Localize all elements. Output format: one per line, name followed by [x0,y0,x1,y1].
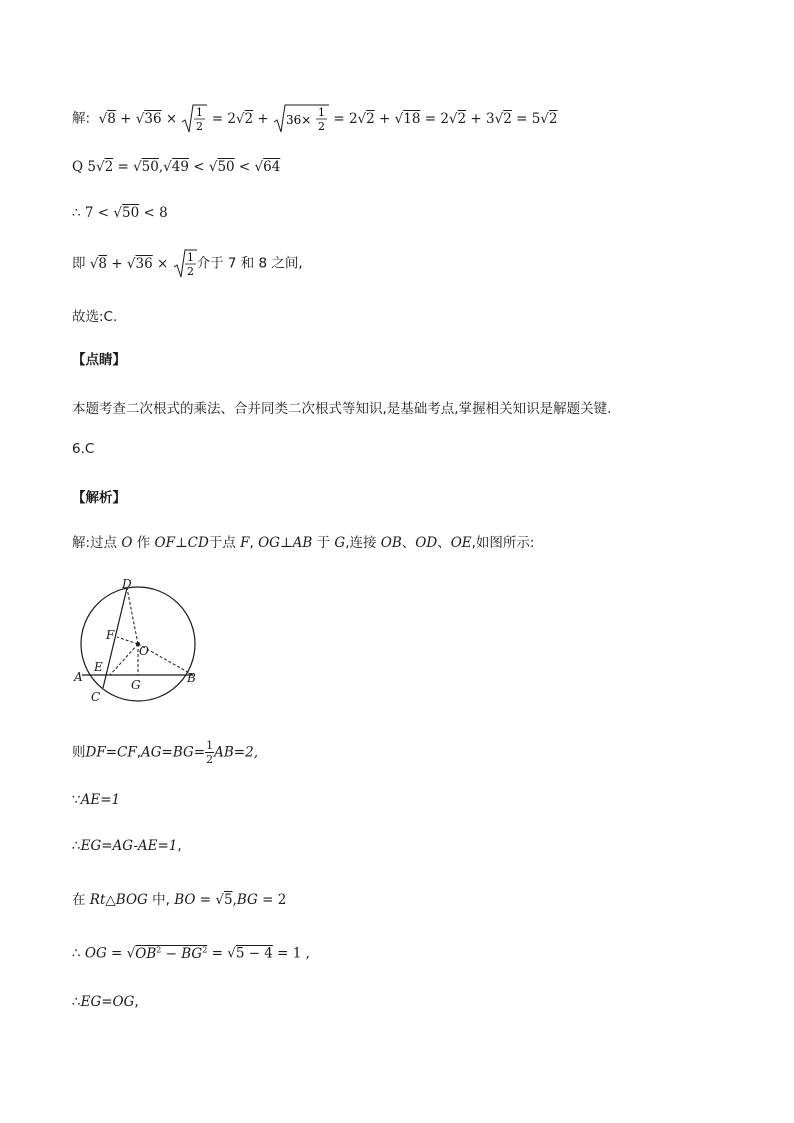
eq-ae: AE=1 [80,792,121,808]
text-part: 、 [401,535,416,551]
text-part: 中, [152,892,170,908]
text-part: ,如图所示: [471,535,535,551]
therefore-symbol: ∴ [72,838,81,854]
svg-text:1: 1 [196,106,204,119]
analysis-line-6 [72,945,310,962]
solution-line-3 [72,205,168,221]
analysis-line-7 [72,994,139,1010]
text-part: , [134,994,139,1010]
text-part: , [177,838,182,854]
math-expression-3: 7 < √50 < 8 [84,205,168,221]
math-expression-6: OG = $√OB^2 - BG^2 = √5 - 4 = 1$ , [84,945,310,962]
label-b: B [187,671,196,685]
segment-oe-line [110,644,138,675]
svg-text:2: 2 [318,120,326,133]
math-expression-1: √8 + √36 × 1 2 = 2√2 + 36× 1 2 = 2√2 + √18 = 2√2 + 3√2 = 5√2 [98,106,558,133]
sqrt-half-icon-2 [173,249,197,279]
because-symbol: Q [72,159,84,175]
eq-eg-og: EG=OG [80,994,135,1010]
analysis-line-1 [72,531,534,551]
solution-line-2 [72,159,280,175]
sqrt-36-half-icon [273,104,329,134]
segment-od-line [127,588,138,644]
solution-line-4 [72,249,303,279]
label-o: O [139,644,149,658]
segment-of-line [117,637,138,644]
label-d: D [122,577,132,591]
line4-suffix: 介于 7 和 8 之间, [196,255,303,272]
geometry-figure [72,575,212,710]
text-part: 于 [316,535,331,551]
label-a: A [74,670,83,684]
analysis-line-3 [72,792,120,808]
text-part: , [249,535,254,551]
therefore-symbol: ∴ [72,945,81,962]
analysis-heading: 【解析】 [72,490,126,506]
svg-text:36×: 36× [286,113,312,127]
comment-heading: 【点睛】 [72,352,126,368]
label-e: E [94,660,103,674]
analysis-line-2 [72,740,258,765]
because-symbol: ∵ [72,792,81,808]
math-expression-5: BO = √5,BG = 2 [174,892,287,908]
fraction-half: $\frac{1}{2}$ [206,739,214,766]
eq-ab: AB=2, [214,744,258,761]
line4-prefix: 即 [72,255,86,272]
analysis-line-4 [72,838,182,854]
text-part: 解:过点 [72,535,118,551]
segment-ob: OB [380,535,402,551]
label-f: F [106,628,115,642]
svg-text:2: 2 [186,265,194,278]
text-part: , [136,744,141,761]
text-part: 则 [72,744,86,761]
text-part: 在 [72,892,86,908]
point-f: F [240,535,250,551]
svg-text:1: 1 [186,251,194,264]
point-g: G [334,535,346,551]
eq-eg: EG=AG-AE=1 [80,838,178,854]
sqrt-half-icon [181,104,207,134]
comment-text: 本题考查二次根式的乘法、合并同类二次根式等知识,是基础考点,掌握相关知识是解题关键. [72,401,612,417]
svg-text:2: 2 [196,120,204,133]
question-number: 6.C [72,441,95,457]
answer-line: 故选:C. [72,309,118,325]
solution-prefix: 解: [72,110,91,127]
svg-text:1: 1 [318,106,326,119]
math-expression-2: 5√2 = √50,√49 < √50 < √64 [87,159,281,175]
segment-oe: OE [450,535,472,551]
solution-line-1 [72,104,557,134]
text-part: ,连接 [345,535,377,551]
text-part: 、 [437,535,451,551]
text-part: 作 [136,535,151,551]
triangle-bog: Rt△BOG [89,892,148,908]
segment-od: OD [415,535,438,551]
analysis-line-5 [72,888,286,908]
perp-og-ab: OG⊥AB [258,535,313,551]
eq-ag-bg: AG=BG= [141,744,206,761]
eq-df-cf: DF=CF [85,744,137,761]
label-g: G [131,678,141,692]
therefore-symbol: ∴ [72,994,81,1010]
label-c: C [91,690,101,704]
therefore-symbol: ∴ [72,205,81,221]
point-o: O [121,535,133,551]
perp-of-cd: OF⊥CD [154,535,209,551]
text-part: 于点 [208,535,236,551]
math-expression-4: √8 + √36 × 1 2 [90,256,197,272]
